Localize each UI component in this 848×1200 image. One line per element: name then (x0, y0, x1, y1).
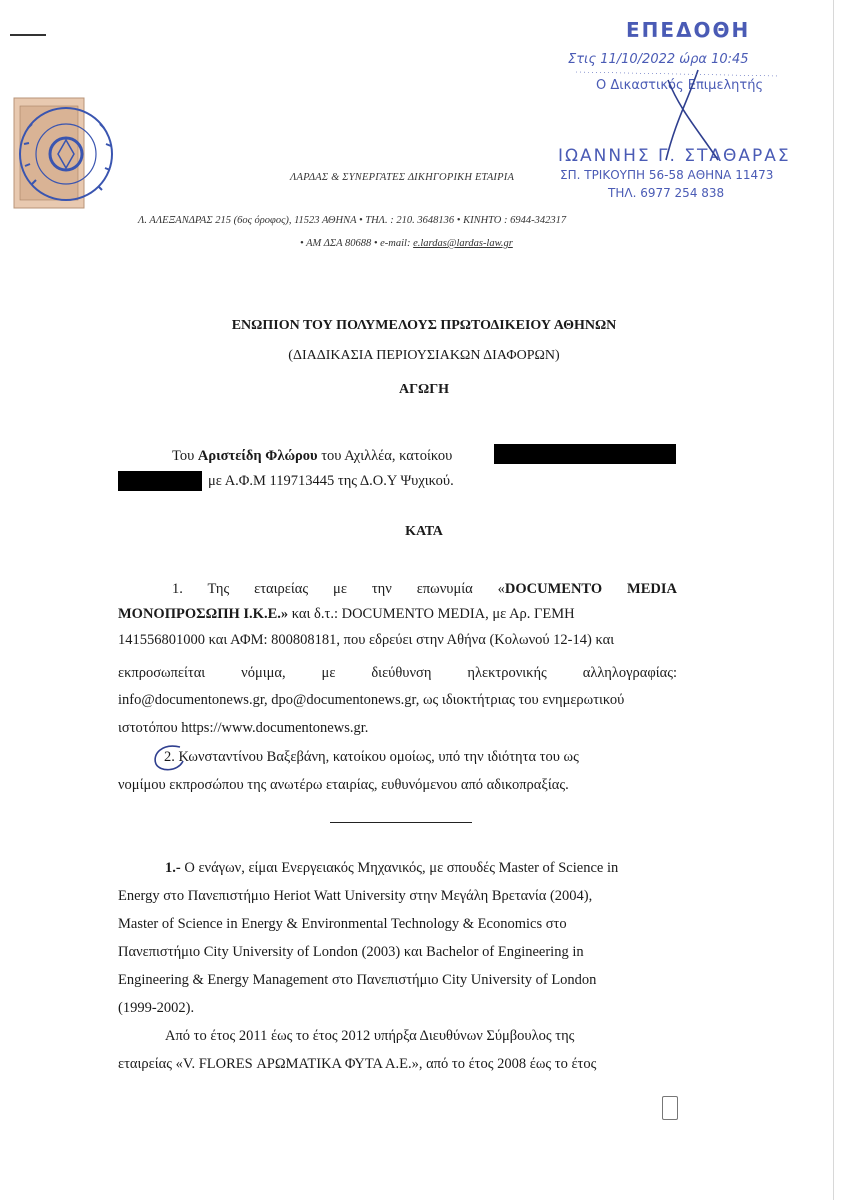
bar-number: • ΑΜ ΔΣΑ 80688 • e-mail: (300, 238, 414, 249)
para1-number: 1.- (165, 860, 181, 876)
defendant1-company-type: ΜΟΝΟΠΡΟΣΩΠΗ Ι.Κ.Ε.» (118, 606, 289, 622)
plaintiff-prefix: Του (172, 448, 198, 464)
procedure-heading: (ΔΙΑΔΙΚΑΣΙΑ ΠΕΡΙΟΥΣΙΑΚΩΝ ΔΙΑΦΟΡΩΝ) (288, 348, 560, 363)
redaction-address-2 (118, 471, 202, 491)
margin-mark (10, 34, 46, 36)
against-heading: ΚΑΤΑ (405, 524, 443, 539)
defendant2-line-1: 2. Κωνσταντίνου Βαξεβάνη, κατοίκου ομοίως, υπό την ιδιότητα του ως (164, 749, 579, 765)
defendant1-company: DOCUMENTO MEDIA (504, 581, 677, 597)
para1-text: Ο ενάγων, είμαι Ενεργειακός Μηχανικός, με σπουδές Master of Science in (180, 860, 619, 876)
stamp-role: Ο Δικαστικός Επιμελητής (596, 78, 764, 93)
stamp-title: ΕΠΕΔΟΘΗ (626, 18, 751, 42)
plaintiff-line-2: με Α.Φ.Μ 119713445 της Δ.Ο.Υ Ψυχικού. (208, 473, 454, 489)
defendant1-line-1 (172, 581, 677, 598)
plaintiff-line-1 (172, 448, 452, 465)
defendant1-line-6: ιστοτόπου https://www.documentonews.gr. (118, 720, 369, 736)
firm-address: Λ. ΑΛΕΞΑΝΔΡΑΣ 215 (6ος όροφος), 11523 ΑΘΗΝΑ • ΤΗΛ. : 210. 3648136 • ΚΙΝΗΤΟ : 6944-342317 (138, 215, 567, 226)
plaintiff-name: Αριστείδη Φλώρου (197, 448, 318, 464)
stamp-date: Στις 11/10/2022 ώρα 10:45 (568, 52, 749, 67)
para1-line-4: Πανεπιστήμιο City University of London (2003) και Bachelor of Engineering in (118, 944, 584, 960)
para1-line-2: Energy στο Πανεπιστήμιο Heriot Watt University στην Μεγάλη Βρετανία (2004), (118, 888, 593, 904)
para2-line-1: Από το έτος 2011 έως το έτος 2012 υπήρξα Διευθύνων Σύμβουλος της (165, 1028, 575, 1044)
defendant1-text-2: και δ.τ.: DOCUMENTO MEDIA, με Αρ. ΓΕΜΗ (288, 606, 575, 622)
stamp-phone: ΤΗΛ. 6977 254 838 (608, 186, 725, 200)
para2-line-2: εταιρείας «V. FLORES ΑΡΩΜΑΤΙΚΑ ΦΥΤΑ Α.Ε.», από το έτος 2008 έως το έτος (118, 1056, 597, 1072)
para1-line-1 (165, 860, 618, 877)
para1-line-5: Engineering & Energy Management στο Πανεπιστήμιο City University of London (118, 972, 597, 988)
lawsuit-title: ΑΓΩΓΗ (398, 382, 450, 397)
page-corner-marker (662, 1096, 678, 1120)
court-heading: ΕΝΩΠΙΟΝ ΤΟΥ ΠΟΛΥΜΕΛΟΥΣ ΠΡΩΤΟΔΙΚΕΙΟΥ ΑΘΗΝΩΝ (231, 318, 617, 333)
defendant1-line-5: info@documentonews.gr, dpo@documentonews.gr, ως ιδιοκτήτριας του ενημερωτικού (118, 692, 625, 708)
para1-line-6: (1999-2002). (118, 1000, 195, 1016)
stamp-name: ΙΩΑΝΝΗΣ Γ. ΣΤΑΘΑΡΑΣ (558, 146, 791, 166)
defendant1-line-2 (118, 606, 677, 623)
bailiff-stamp (548, 10, 798, 210)
stamp-address: ΣΠ. ΤΡΙΚΟΥΠΗ 56-58 ΑΘΗΝΑ 11473 (560, 168, 774, 182)
page-edge (833, 0, 834, 1200)
section-separator (330, 822, 472, 823)
plaintiff-rest: του Αχιλλέα, κατοίκου (317, 448, 453, 464)
defendant1-line-4: εκπροσωπείται νόμιμα, με διεύθυνση ηλεκτρονικής αλληλογραφίας: (118, 665, 677, 681)
signature-scribble (548, 10, 798, 210)
redaction-address (494, 444, 676, 464)
defendant1-text: 1. Της εταιρείας με την επωνυμία « (172, 581, 505, 597)
para1-line-3: Master of Science in Energy & Environmental Technology & Economics στο (118, 916, 567, 932)
defendant1-line-3: 141556801000 και ΑΦΜ: 800808181, που εδρεύει στην Αθήνα (Κολωνού 12-14) και (118, 632, 615, 648)
revenue-stamp (8, 88, 126, 228)
email-link[interactable]: e.lardas@lardas-law.gr (413, 238, 513, 249)
defendant2-line-2: νομίμου εκπροσώπου της ανωτέρω εταιρίας, ευθυνόμενου από αδικοπραξίας. (118, 777, 569, 793)
law-firm-name: ΛΑΡΔΑΣ & ΣΥΝΕΡΓΑΤΕΣ ΔΙΚΗΓΟΡΙΚΗ ΕΤΑΙΡΙΑ (290, 172, 515, 183)
firm-contact (300, 238, 513, 249)
